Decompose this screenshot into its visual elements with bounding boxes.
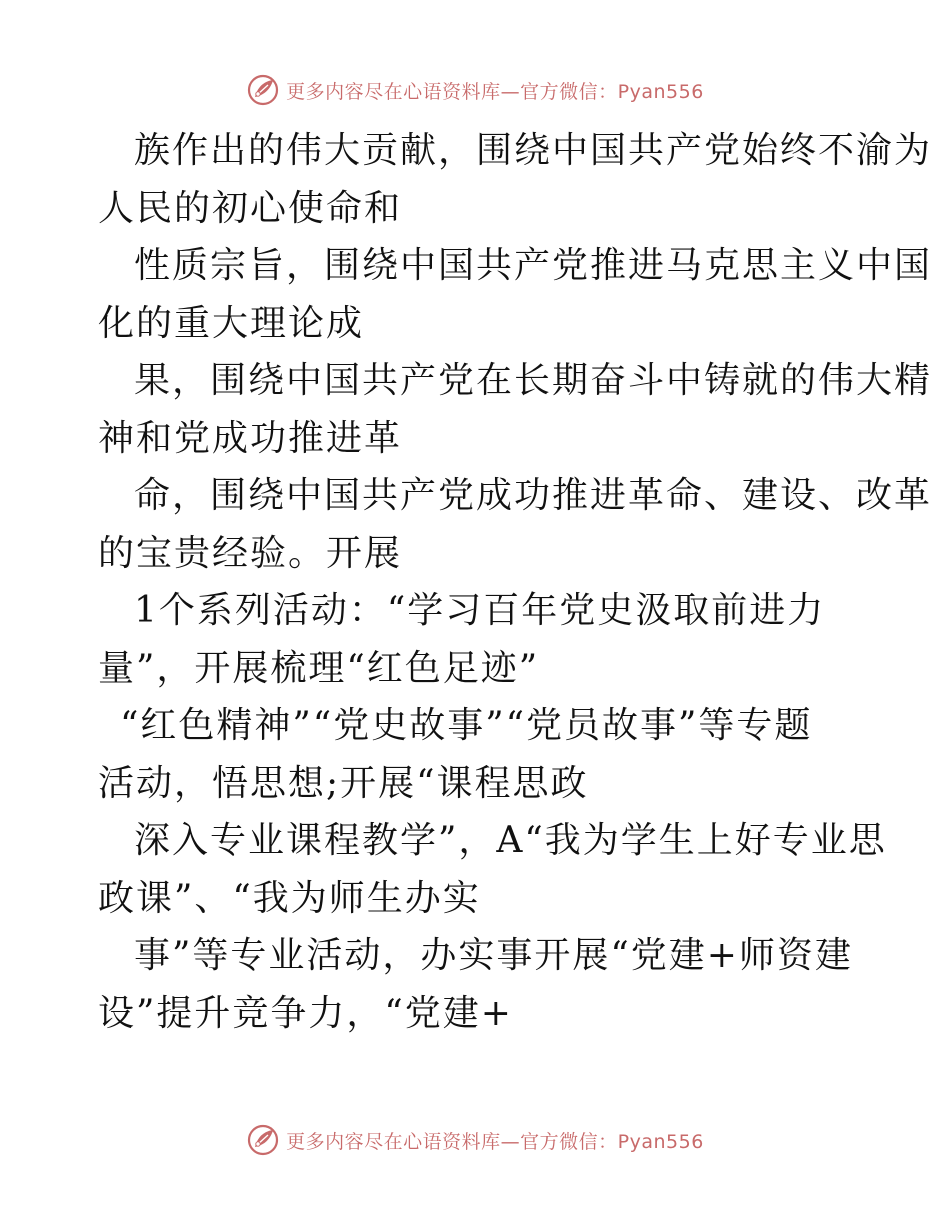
text-line: 1个系列活动：“学习百年党史汲取前进力: [134, 590, 826, 631]
document-body: [98, 122, 933, 1042]
text-line: 设”提升竞争力，“党建+: [98, 992, 513, 1034]
text-line: 政课”、“我为师生办实: [98, 877, 481, 919]
text-line: 化的重大理论成: [98, 302, 365, 344]
text-line: 性质宗旨，围绕中国共产党推进马克思主义中国: [134, 245, 933, 286]
text-line: “红色精神”“党史故事”“党员故事”等专题: [120, 705, 813, 746]
header-banner-text: 更多内容尽在心语资料库—官方微信：Pyan556: [286, 80, 704, 103]
footer-banner: [0, 1120, 950, 1160]
text-line: 人民的初心使命和: [98, 187, 403, 229]
text-line: 的宝贵经验。开展: [98, 532, 403, 574]
text-line: 族作出的伟大贡献，围绕中国共产党始终不渝为: [134, 130, 933, 171]
text-line: 深入专业课程教学”，A“我为学生上好专业思: [134, 820, 887, 861]
text-line: 命，围绕中国共产党成功推进革命、建设、改革: [134, 475, 933, 516]
header-banner: [0, 70, 950, 110]
footer-banner-text: 更多内容尽在心语资料库—官方微信：Pyan556: [286, 1130, 704, 1153]
leaf-seal-icon: [246, 73, 280, 107]
text-line: 果，围绕中国共产党在长期奋斗中铸就的伟大精: [134, 360, 933, 401]
text-line: 事”等专业活动，办实事开展“党建+师资建: [134, 935, 853, 976]
leaf-seal-icon: [246, 1123, 280, 1157]
text-line: 活动，悟思想;开展“课程思政: [98, 762, 589, 804]
text-line: 神和党成功推进革: [98, 417, 403, 459]
text-line: 量”，开展梳理“红色足迹”: [98, 647, 540, 689]
